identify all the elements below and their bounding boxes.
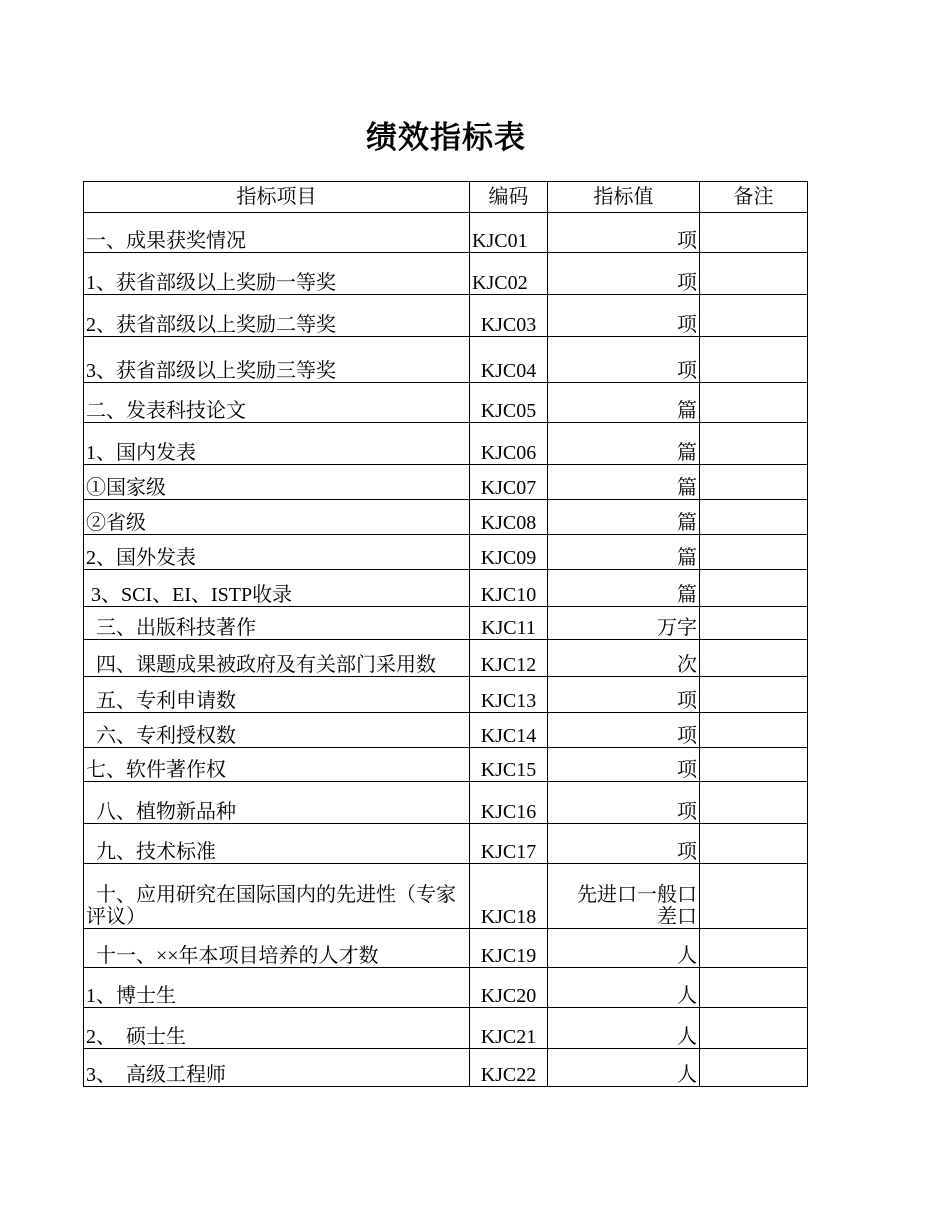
indicator-note bbox=[700, 929, 808, 968]
indicator-note bbox=[700, 337, 808, 383]
indicator-unit: 篇 bbox=[548, 423, 700, 465]
table-row bbox=[84, 824, 808, 864]
indicator-name: 3、获省部级以上奖励三等奖 bbox=[84, 337, 470, 383]
indicator-name: 1、博士生 bbox=[84, 968, 470, 1008]
indicator-code: KJC06 bbox=[470, 423, 548, 465]
indicator-code: KJC19 bbox=[470, 929, 548, 968]
indicator-code: KJC08 bbox=[470, 500, 548, 535]
indicator-note bbox=[700, 253, 808, 295]
indicator-name: 3、 高级工程师 bbox=[84, 1049, 470, 1087]
indicator-note bbox=[700, 677, 808, 713]
indicator-unit: 万字 bbox=[548, 607, 700, 640]
indicator-name: 3、SCI、EI、ISTP收录 bbox=[84, 570, 470, 607]
indicator-name: 八、植物新品种 bbox=[84, 782, 470, 824]
indicator-note bbox=[700, 535, 808, 570]
indicator-code: KJC20 bbox=[470, 968, 548, 1008]
indicator-name: 六、专利授权数 bbox=[84, 713, 470, 748]
indicator-name: 五、专利申请数 bbox=[84, 677, 470, 713]
page-title: 绩效指标表 bbox=[366, 120, 526, 156]
table-row bbox=[84, 640, 808, 677]
indicator-name: 九、技术标准 bbox=[84, 824, 470, 864]
indicator-note bbox=[700, 423, 808, 465]
indicator-name: 二、发表科技论文 bbox=[84, 383, 470, 423]
indicator-code: KJC17 bbox=[470, 824, 548, 864]
indicator-unit: 项 bbox=[548, 824, 700, 864]
indicator-unit: 篇 bbox=[548, 383, 700, 423]
table-row bbox=[84, 713, 808, 748]
header-note: 备注 bbox=[700, 182, 808, 213]
indicator-note bbox=[700, 295, 808, 337]
indicator-name: 十、应用研究在国际国内的先进性（专家评议） bbox=[84, 864, 470, 929]
indicator-unit: 项 bbox=[548, 253, 700, 295]
indicator-unit: 项 bbox=[548, 748, 700, 782]
indicator-note bbox=[700, 383, 808, 423]
kpi-table bbox=[83, 181, 808, 1087]
indicator-unit: 项 bbox=[548, 782, 700, 824]
indicator-code: KJC22 bbox=[470, 1049, 548, 1087]
header-code: 编码 bbox=[470, 182, 548, 213]
indicator-unit: 人 bbox=[548, 968, 700, 1008]
indicator-name: 三、出版科技著作 bbox=[84, 607, 470, 640]
table-row bbox=[84, 968, 808, 1008]
table-row bbox=[84, 607, 808, 640]
indicator-note bbox=[700, 968, 808, 1008]
indicator-note bbox=[700, 782, 808, 824]
indicator-code: KJC03 bbox=[470, 295, 548, 337]
indicator-unit: 篇 bbox=[548, 465, 700, 500]
indicator-code: KJC15 bbox=[470, 748, 548, 782]
indicator-code: KJC07 bbox=[470, 465, 548, 500]
indicator-unit: 项 bbox=[548, 337, 700, 383]
indicator-code: KJC16 bbox=[470, 782, 548, 824]
indicator-name: 2、获省部级以上奖励二等奖 bbox=[84, 295, 470, 337]
indicator-name: 十一、××年本项目培养的人才数 bbox=[84, 929, 470, 968]
indicator-note bbox=[700, 640, 808, 677]
table-row bbox=[84, 423, 808, 465]
table-row bbox=[84, 864, 808, 929]
indicator-unit: 人 bbox=[548, 1049, 700, 1087]
indicator-unit: 人 bbox=[548, 1008, 700, 1049]
indicator-note bbox=[700, 1049, 808, 1087]
indicator-name: 1、获省部级以上奖励一等奖 bbox=[84, 253, 470, 295]
indicator-unit: 篇 bbox=[548, 500, 700, 535]
indicator-unit: 篇 bbox=[548, 535, 700, 570]
indicator-unit: 先进口一般口差口 bbox=[548, 864, 700, 929]
table-row bbox=[84, 1008, 808, 1049]
table-row bbox=[84, 295, 808, 337]
indicator-note bbox=[700, 713, 808, 748]
indicator-code: KJC04 bbox=[470, 337, 548, 383]
table-row bbox=[84, 213, 808, 253]
indicator-unit: 人 bbox=[548, 929, 700, 968]
indicator-code: KJC09 bbox=[470, 535, 548, 570]
table-row bbox=[84, 337, 808, 383]
indicator-code: KJC21 bbox=[470, 1008, 548, 1049]
indicator-code: KJC10 bbox=[470, 570, 548, 607]
header-name: 指标项目 bbox=[84, 182, 470, 213]
indicator-code: KJC01 bbox=[470, 213, 548, 253]
indicator-unit: 项 bbox=[548, 713, 700, 748]
indicator-unit: 项 bbox=[548, 677, 700, 713]
table-row bbox=[84, 748, 808, 782]
table-row bbox=[84, 253, 808, 295]
indicator-note bbox=[700, 864, 808, 929]
table-row bbox=[84, 383, 808, 423]
indicator-name: ②省级 bbox=[84, 500, 470, 535]
indicator-name: 七、软件著作权 bbox=[84, 748, 470, 782]
indicator-name: 2、国外发表 bbox=[84, 535, 470, 570]
indicator-note bbox=[700, 607, 808, 640]
indicator-code: KJC12 bbox=[470, 640, 548, 677]
indicator-code: KJC14 bbox=[470, 713, 548, 748]
table-row bbox=[84, 677, 808, 713]
indicator-name: 2、 硕士生 bbox=[84, 1008, 470, 1049]
indicator-note bbox=[700, 570, 808, 607]
indicator-unit: 次 bbox=[548, 640, 700, 677]
table-row bbox=[84, 535, 808, 570]
indicator-note bbox=[700, 213, 808, 253]
indicator-code: KJC11 bbox=[470, 607, 548, 640]
indicator-code: KJC02 bbox=[470, 253, 548, 295]
table-row bbox=[84, 465, 808, 500]
table-row bbox=[84, 929, 808, 968]
indicator-note bbox=[700, 465, 808, 500]
table-header-row bbox=[84, 182, 808, 213]
indicator-note bbox=[700, 500, 808, 535]
indicator-name: ①国家级 bbox=[84, 465, 470, 500]
table-row bbox=[84, 500, 808, 535]
indicator-name: 1、国内发表 bbox=[84, 423, 470, 465]
indicator-name: 四、课题成果被政府及有关部门采用数 bbox=[84, 640, 470, 677]
indicator-note bbox=[700, 748, 808, 782]
header-value: 指标值 bbox=[548, 182, 700, 213]
table-row bbox=[84, 1049, 808, 1087]
indicator-unit: 项 bbox=[548, 213, 700, 253]
indicator-name: 一、成果获奖情况 bbox=[84, 213, 470, 253]
indicator-unit: 篇 bbox=[548, 570, 700, 607]
indicator-code: KJC18 bbox=[470, 864, 548, 929]
indicator-unit: 项 bbox=[548, 295, 700, 337]
indicator-code: KJC05 bbox=[470, 383, 548, 423]
indicator-note bbox=[700, 824, 808, 864]
table-row bbox=[84, 570, 808, 607]
indicator-note bbox=[700, 1008, 808, 1049]
table-row bbox=[84, 782, 808, 824]
indicator-code: KJC13 bbox=[470, 677, 548, 713]
